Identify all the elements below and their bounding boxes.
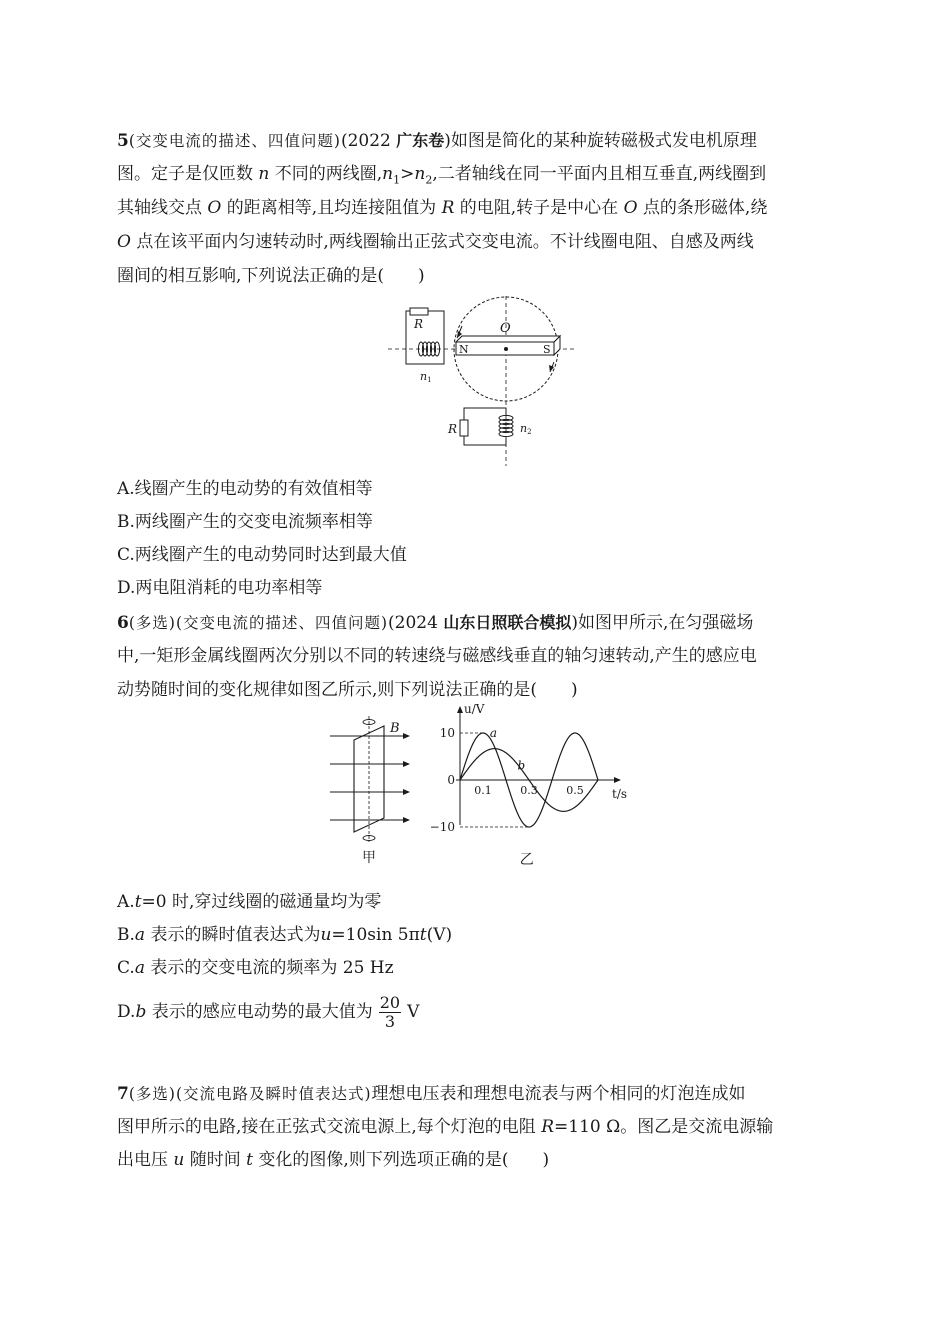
x-axis-label: t/s [612,787,628,801]
label-n1: n1 [420,370,432,384]
q5-line-2: 图。定子是仅匝数 n 不同的两线圈$,n_1>n_2$,二者轴线在同一平面内且相互垂直,两线圈到 [117,164,767,187]
q6-line-1: 6(多选)(交变电流的描述、四值问题)(2024 山东日照联合模拟)如图甲所示,在匀强磁场 [117,613,754,633]
center-point [504,347,508,351]
label-n2: n2 [520,422,532,436]
q5-line-5: 圈间的相互影响,下列说法正确的是( ) [117,266,425,286]
q5-source: 广东卷 [396,131,445,150]
q6-option-C[interactable]: C.a 表示的交变电流的频率为 25 Hz [117,958,394,978]
q6-line-2: 中,一矩形金属线圈两次分别以不同的转速绕与磁感线垂直的轴匀速转动,产生的感应电 [117,646,757,666]
magnet-top-face [456,336,560,342]
q7-line-1: 7(多选)(交流电路及瞬时值表达式)理想电压表和理想电流表与两个相同的灯泡连成如 [117,1084,746,1104]
label-S: S [543,343,551,356]
q5-line-3: 其轴线交点 O 的距离相等,且均连接阻值为 R 的电阻,转子是中心在 O 点的条形磁体,绕 [117,198,768,218]
coil-n1-icon [418,342,439,356]
label-B: B [390,721,400,736]
label-N: N [459,343,469,356]
y-tick-label-0: 0 [447,773,455,787]
label-R-bottom: R [448,422,458,436]
magnetic-field-lines [330,736,406,820]
series-a-label: a [489,726,498,740]
q5-number: 5 [117,131,129,151]
q6-option-B[interactable]: B.a 表示的瞬时值表达式为u=10sin 5πt(V) [117,925,453,945]
q5-tag: (交变电流的描述、四值问题) [128,132,341,150]
field-arrowheads-icon [403,733,410,823]
caption-jia: 甲 [362,850,376,866]
resistor-bottom [460,420,468,436]
wire-bottom-circuit [464,408,506,445]
y-tick-label-neg10: −10 [429,820,455,834]
q7-tag: (多选)(交流电路及瞬时值表达式) [128,1085,372,1103]
label-R-top: R [414,317,424,331]
y-axis-arrow-icon [457,706,463,713]
q6-option-A[interactable]: A.t=0 时,穿过线圈的磁通量均为零 [117,892,382,912]
q6-option-D[interactable]: D.b 表示的感应电动势的最大值为 $\frac{20}{3}$ V [117,993,420,1031]
q5-generator-diagram [380,296,580,468]
q6-coil-field-diagram [326,712,416,868]
x-tick-label-0.3: 0.3 [520,784,538,797]
q5-option-C[interactable]: C.两线圈产生的电动势同时达到最大值 [117,545,407,565]
q5-option-D[interactable]: D.两电阻消耗的电功率相等 [117,578,323,598]
caption-yi: 乙 [519,852,534,868]
resistor-top [410,308,428,315]
label-O: O [500,321,511,336]
q6-tag: (多选)(交变电流的描述、四值问题) [128,614,389,632]
fraction-20-over-3: $\frac{20}{3}$ [379,993,401,1031]
q6-voltage-chart [429,702,630,868]
x-axis-arrow-icon [614,777,621,783]
series-b-label: b [517,758,526,773]
y-axis-label: u/V [464,702,485,716]
q7-number: 7 [117,1084,129,1104]
q5-line-4: O 点在该平面内匀速转动时,两线圈输出正弦式交变电流。不计线圈电阻、自感及两线 [117,232,754,252]
q5-line-1: 5(交变电流的描述、四值问题)(2022 广东卷)如图是简化的某种旋转磁极式发电机原理 [117,131,757,151]
x-tick-label-0.5: 0.5 [566,784,584,797]
q6-line-3: 动势随时间的变化规律如图乙所示,则下列说法正确的是( ) [117,680,578,700]
q6-source: 山东日照联合模拟 [443,613,572,632]
q6-number: 6 [117,613,129,633]
y-tick-label-10: 10 [439,726,455,740]
q5-option-B[interactable]: B.两线圈产生的交变电流频率相等 [117,512,373,532]
q7-line-3: 出电压 u 随时间 t 变化的图像,则下列选项正确的是( ) [117,1150,550,1170]
x-tick-label-0.1: 0.1 [474,784,492,797]
q5-option-A[interactable]: A.线圈产生的电动势的有效值相等 [117,479,373,499]
q7-line-2: 图甲所示的电路,接在正弦式交流电源上,每个灯泡的电阻 R=110 Ω。图乙是交流电源输 [117,1117,774,1137]
